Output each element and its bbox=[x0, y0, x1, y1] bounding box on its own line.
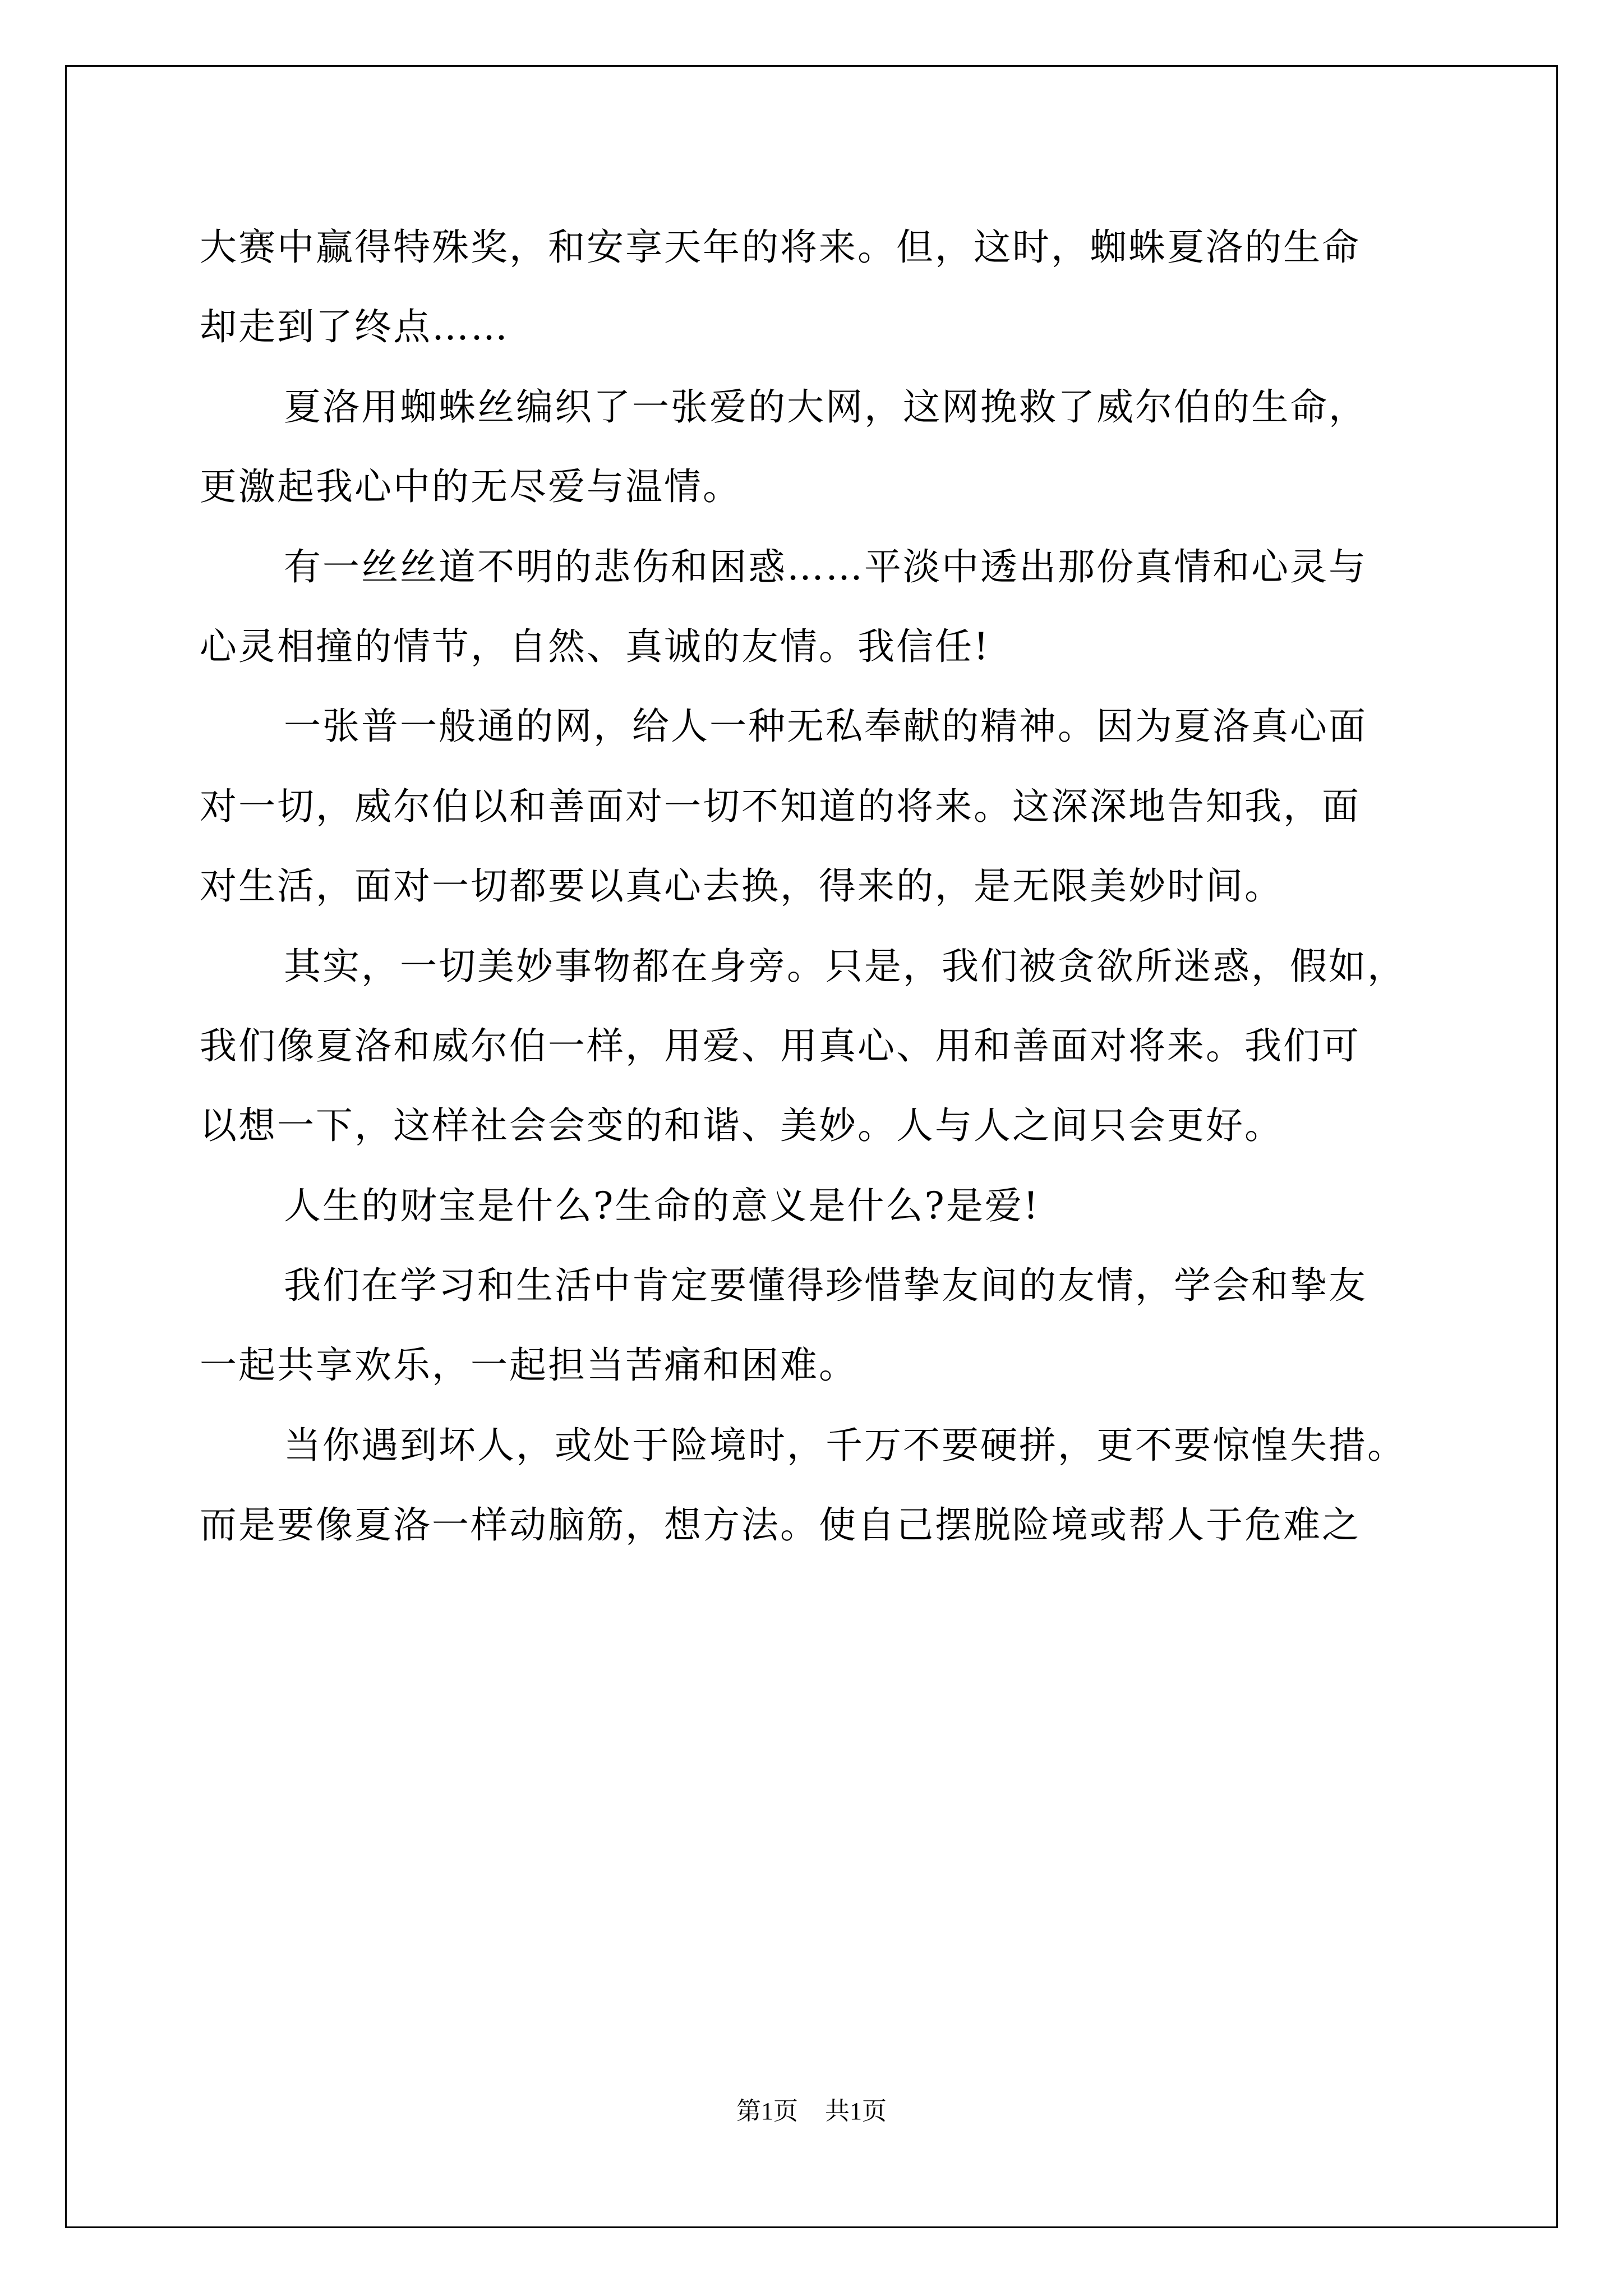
text-line: 当你遇到坏人，或处于险境时，千万不要硬拼，更不要惊惶失措。 bbox=[284, 1423, 1406, 1467]
text-line: 有一丝丝道不明的悲伤和困惑……平淡中透出那份真情和心灵与 bbox=[284, 545, 1367, 588]
document-body bbox=[200, 208, 1439, 1566]
text-line: 更激起我心中的无尽爱与温情。 bbox=[200, 465, 741, 509]
text-line: 人生的财宝是什么?生命的意义是什么?是爱! bbox=[284, 1184, 1040, 1227]
text-line: 却走到了终点…… bbox=[200, 305, 509, 349]
page-total: 共1页 bbox=[825, 2097, 887, 2125]
text-line: 夏洛用蜘蛛丝编织了一张爱的大网，这网挽救了威尔伯的生命， bbox=[284, 385, 1367, 429]
text-line: 我们像夏洛和威尔伯一样，用爱、用真心、用和善面对将来。我们可 bbox=[200, 1024, 1361, 1068]
page-number: 第1页 bbox=[736, 2097, 798, 2125]
page-footer bbox=[0, 2095, 1623, 2128]
text-line: 对一切，威尔伯以和善面对一切不知道的将来。这深深地告知我，面 bbox=[200, 784, 1361, 828]
text-line: 对生活，面对一切都要以真心去换，得来的，是无限美妙时间。 bbox=[200, 864, 1283, 908]
text-line: 大赛中赢得特殊奖，和安享天年的将来。但，这时，蜘蛛夏洛的生命 bbox=[200, 226, 1361, 269]
text-line: 一张普一般通的网，给人一种无私奉献的精神。因为夏洛真心面 bbox=[284, 705, 1367, 748]
text-line: 我们在学习和生活中肯定要懂得珍惜挚友间的友情，学会和挚友 bbox=[284, 1264, 1367, 1308]
text-line: 心灵相撞的情节，自然、真诚的友情。我信任! bbox=[200, 624, 990, 668]
text-line: 以想一下，这样社会会变的和谐、美妙。人与人之间只会更好。 bbox=[200, 1104, 1283, 1148]
text-line: 而是要像夏洛一样动脑筋，想方法。使自己摆脱险境或帮人于危难之 bbox=[200, 1503, 1361, 1547]
text-line: 一起共享欢乐，一起担当苦痛和困难。 bbox=[200, 1343, 857, 1387]
text-line: 其实，一切美妙事物都在身旁。只是，我们被贪欲所迷惑，假如， bbox=[284, 944, 1406, 988]
